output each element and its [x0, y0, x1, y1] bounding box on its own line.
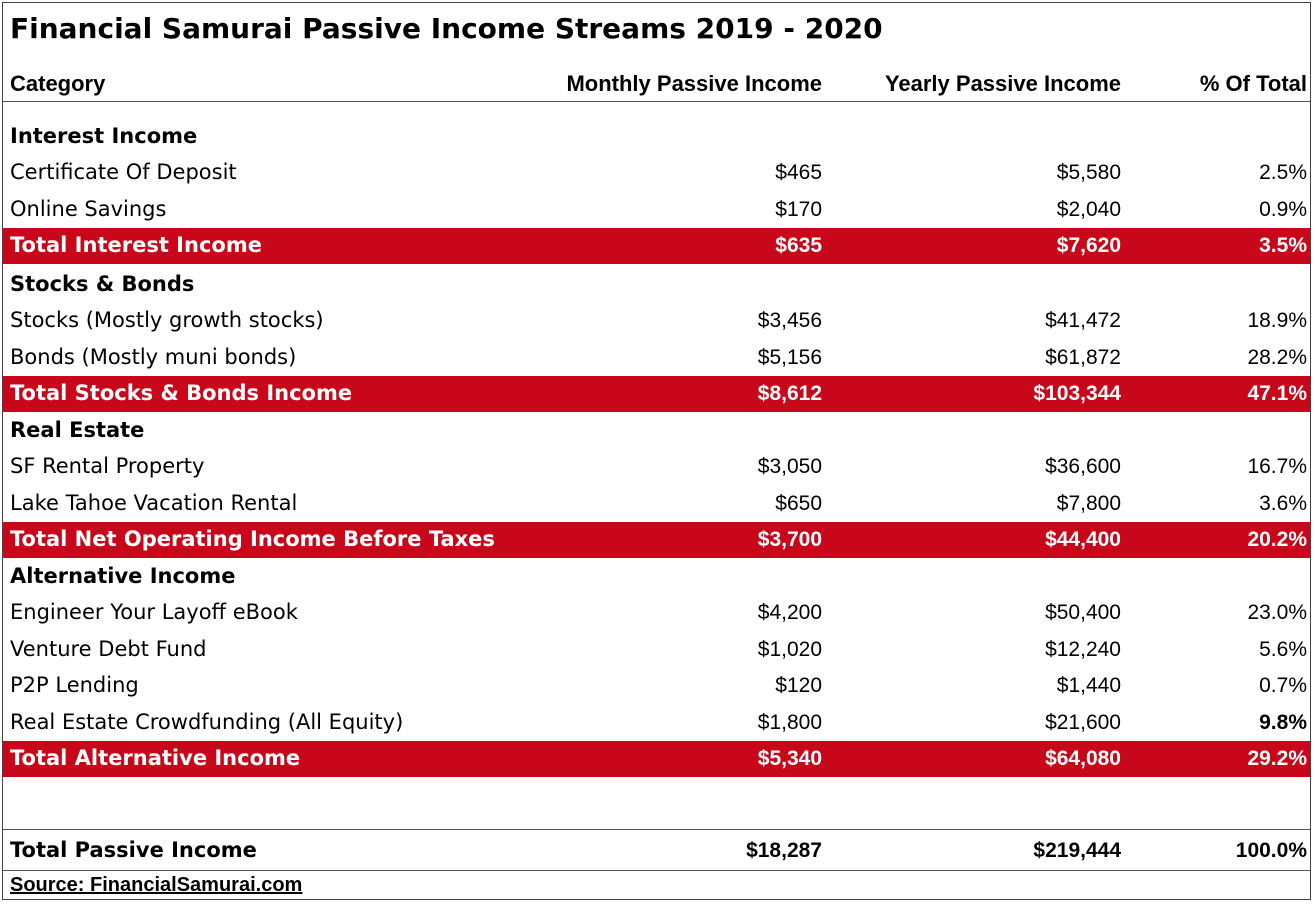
yearly-value: $50,400: [1045, 601, 1121, 625]
subtotal-row: [3, 522, 1310, 559]
table-row: [3, 595, 1310, 632]
table-row: [3, 449, 1310, 486]
subtotal-label: Total Net Operating Income Before Taxes: [10, 527, 495, 552]
subtotal-monthly: $5,340: [757, 747, 822, 771]
row-label: P2P Lending: [10, 673, 139, 698]
section-heading-row: [3, 412, 1310, 449]
table-row: [3, 631, 1310, 668]
table-row: [3, 339, 1310, 376]
subtotal-monthly: $3,700: [757, 528, 822, 552]
header-yearly: Yearly Passive Income: [884, 71, 1121, 96]
monthly-value: $4,200: [757, 601, 822, 625]
section-heading-row: [3, 266, 1310, 303]
header-row: [3, 67, 1310, 101]
row-label: Online Savings: [10, 196, 167, 221]
subtotal-percent: 29.2%: [1247, 747, 1307, 771]
subtotal-label: Total Stocks & Bonds Income: [10, 381, 353, 406]
percent-value: 5.6%: [1259, 637, 1307, 661]
yearly-value: $41,472: [1045, 309, 1121, 333]
row-label: Venture Debt Fund: [10, 636, 207, 661]
grand-total-label: Total Passive Income: [10, 837, 257, 862]
section-heading: Real Estate: [10, 417, 145, 442]
monthly-value: $3,050: [757, 455, 822, 479]
subtotal-percent: 47.1%: [1247, 382, 1307, 406]
header-monthly: Monthly Passive Income: [566, 71, 822, 96]
subtotal-row: [3, 376, 1310, 413]
subtotal-monthly: $635: [775, 234, 822, 258]
monthly-value: $170: [775, 197, 822, 221]
yearly-value: $2,040: [1056, 197, 1121, 221]
header-percent: % Of Total: [1199, 71, 1307, 96]
percent-value: 2.5%: [1259, 161, 1307, 185]
header-category: Category: [10, 71, 106, 96]
percent-value: 0.7%: [1259, 674, 1307, 698]
subtotal-label: Total Interest Income: [10, 233, 262, 258]
percent-value: 3.6%: [1259, 491, 1307, 515]
source-row: [3, 871, 1310, 899]
subtotal-monthly: $8,612: [757, 382, 822, 406]
row-label: Engineer Your Layoff eBook: [10, 600, 298, 625]
grand-total-divider: [3, 829, 1310, 830]
monthly-value: $650: [775, 491, 822, 515]
subtotal-label: Total Alternative Income: [10, 746, 301, 771]
row-label: Bonds (Mostly muni bonds): [10, 344, 297, 369]
subtotal-yearly: $103,344: [1033, 382, 1121, 406]
subtotal-yearly: $44,400: [1045, 528, 1121, 552]
monthly-value: $3,456: [757, 309, 822, 333]
monthly-value: $465: [775, 161, 822, 185]
subtotal-row: [3, 228, 1310, 265]
grand-total-yearly: $219,444: [1033, 838, 1121, 862]
yearly-value: $7,800: [1056, 491, 1121, 515]
percent-value: 0.9%: [1259, 197, 1307, 221]
subtotal-yearly: $7,620: [1056, 234, 1121, 258]
section-heading-row: [3, 558, 1310, 595]
grand-total-row: [3, 831, 1310, 869]
section-heading: Interest Income: [10, 123, 198, 148]
table-row: [3, 191, 1310, 228]
table-row: [3, 704, 1310, 741]
title-row: [3, 9, 1310, 49]
percent-value: 18.9%: [1247, 309, 1307, 333]
income-table: [2, 2, 1311, 900]
table-row: [3, 485, 1310, 522]
yearly-value: $5,580: [1056, 161, 1121, 185]
yearly-value: $21,600: [1045, 710, 1121, 734]
row-label: SF Rental Property: [10, 454, 205, 479]
monthly-value: $5,156: [757, 345, 822, 369]
monthly-value: $1,020: [757, 637, 822, 661]
subtotal-percent: 3.5%: [1259, 234, 1307, 258]
row-label: Lake Tahoe Vacation Rental: [10, 490, 298, 515]
table-title: Financial Samurai Passive Income Streams 2019 - 2020: [10, 12, 883, 45]
monthly-value: $120: [775, 674, 822, 698]
monthly-value: $1,800: [757, 710, 822, 734]
grand-total-monthly: $18,287: [746, 838, 822, 862]
percent-value: 23.0%: [1247, 601, 1307, 625]
yearly-value: $36,600: [1045, 455, 1121, 479]
percent-value: 16.7%: [1247, 455, 1307, 479]
subtotal-yearly: $64,080: [1045, 747, 1121, 771]
subtotal-percent: 20.2%: [1247, 528, 1307, 552]
section-heading-row: [3, 118, 1310, 155]
row-label: Stocks (Mostly growth stocks): [10, 308, 324, 333]
percent-value: 9.8%: [1259, 710, 1307, 734]
header-divider: [3, 101, 1310, 102]
row-label: Certificate Of Deposit: [10, 160, 237, 185]
source-link[interactable]: Source: FinancialSamurai.com: [10, 874, 303, 896]
table-row: [3, 303, 1310, 340]
section-heading: Alternative Income: [10, 563, 236, 588]
row-label: Real Estate Crowdfunding (All Equity): [10, 709, 404, 734]
subtotal-row: [3, 741, 1310, 778]
table-row: [3, 155, 1310, 192]
percent-value: 28.2%: [1247, 345, 1307, 369]
grand-total-percent: 100.0%: [1235, 838, 1307, 862]
yearly-value: $12,240: [1045, 637, 1121, 661]
yearly-value: $61,872: [1045, 345, 1121, 369]
table-row: [3, 668, 1310, 705]
section-heading: Stocks & Bonds: [10, 271, 195, 296]
yearly-value: $1,440: [1056, 674, 1121, 698]
